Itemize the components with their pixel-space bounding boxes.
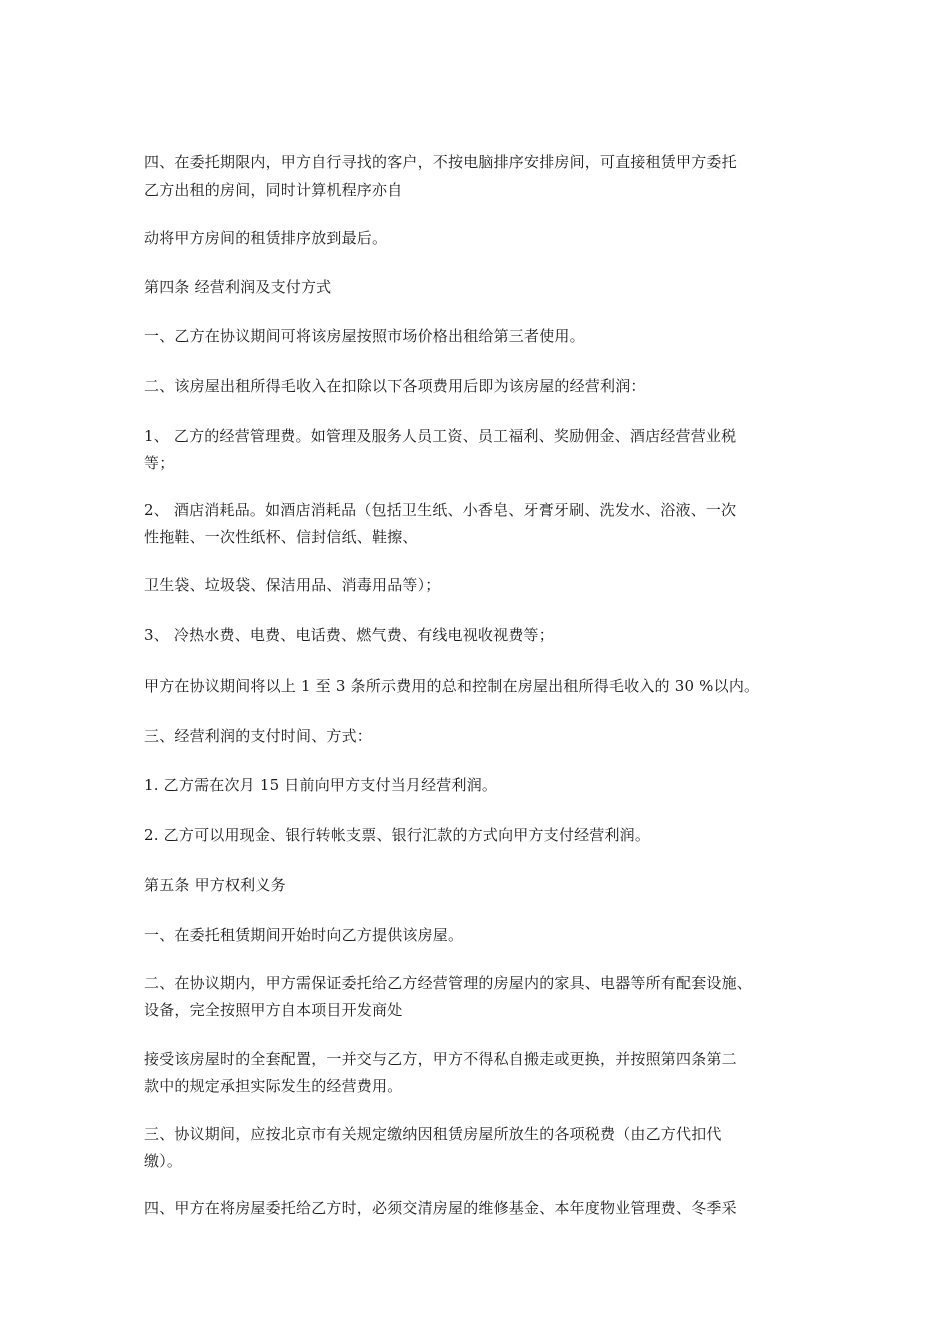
text-line: 缴）。 [144, 1152, 183, 1170]
text-line: 一、在委托租赁期间开始时向乙方提供该房屋。 [144, 926, 464, 944]
text-line: 款中的规定承担实际发生的经营费用。 [144, 1077, 403, 1095]
text-line: 卫生袋、垃圾袋、保洁用品、消毒用品等）； [144, 576, 441, 594]
text-line: 一、乙方在协议期间可将该房屋按照市场价格出租给第三者使用。 [144, 327, 585, 345]
text-line: 2、 酒店消耗品。如酒店消耗品（包括卫生纸、小香皂、牙膏牙刷、洗发水、浴液、一次 [144, 501, 737, 519]
text-line: 1、 乙方的经营管理费。如管理及服务人员工资、员工福利、奖励佣金、酒店经营营业税 [144, 427, 737, 445]
text-line: 接受该房屋时的全套配置，一并交与乙方，甲方不得私自搬走或更换，并按照第四条第二 [144, 1050, 737, 1068]
text-line: 四、在委托期限内，甲方自行寻找的客户，不按电脑排序安排房间，可直接租赁甲方委托 [144, 153, 737, 171]
text-line: 四、甲方在将房屋委托给乙方时，必须交清房屋的维修基金、本年度物业管理费、冬季采 [144, 1199, 737, 1217]
text-line: 动将甲方房间的租赁排序放到最后。 [144, 229, 388, 247]
text-line: 1. 乙方需在次月 15 日前向甲方支付当月经营利润。 [144, 776, 498, 794]
text-line: 甲方在协议期间将以上 1 至 3 条所示费用的总和控制在房屋出租所得毛收入的 30 %以内。 [144, 677, 760, 695]
text-line: 乙方出租的房间，同时计算机程序亦自 [144, 181, 403, 199]
text-line: 设备，完全按照甲方自本项目开发商处 [144, 1001, 403, 1019]
text-line: 2. 乙方可以用现金、银行转帐支票、银行汇款的方式向甲方支付经营利润。 [144, 826, 651, 844]
article-heading: 第五条 甲方权利义务 [144, 876, 286, 894]
text-line: 性拖鞋、一次性纸杯、信封信纸、鞋擦、 [144, 528, 418, 546]
article-heading: 第四条 经营利润及支付方式 [144, 278, 332, 296]
text-line: 等； [144, 454, 175, 472]
text-line: 二、该房屋出租所得毛收入在扣除以下各项费用后即为该房屋的经营利润： [144, 377, 646, 395]
text-line: 二、在协议期内，甲方需保证委托给乙方经营管理的房屋内的家具、电器等所有配套设施、 [144, 974, 753, 992]
text-line: 三、经营利润的支付时间、方式： [144, 727, 373, 745]
text-line: 3、 冷热水费、电费、电话费、燃气费、有线电视收视费等； [144, 626, 554, 644]
text-line: 三、协议期间，应按北京市有关规定缴纳因租赁房屋所放生的各项税费（由乙方代扣代 [144, 1125, 722, 1143]
